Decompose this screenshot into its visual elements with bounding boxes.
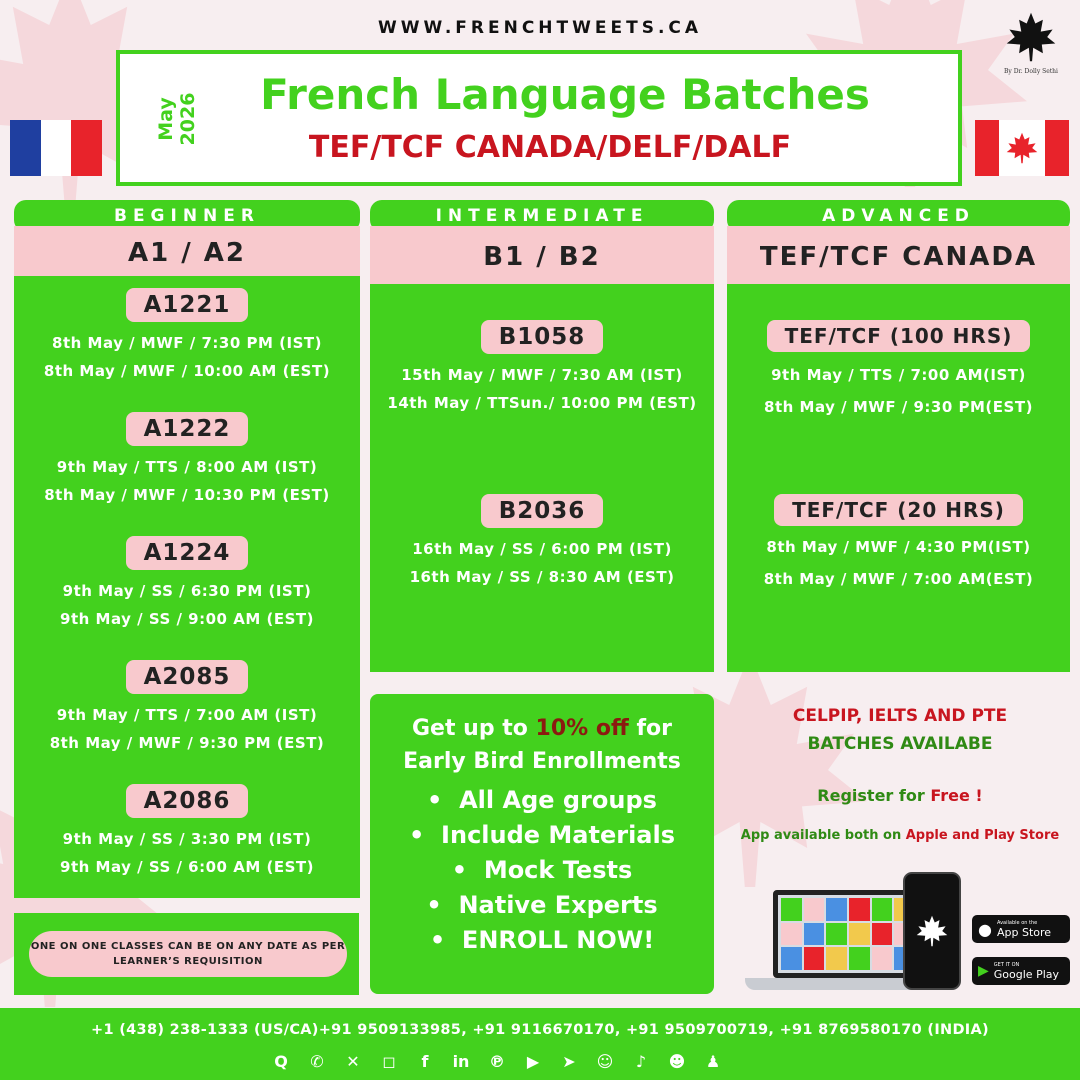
google-play-icon: ▶ [978,963,989,979]
pinterest-icon[interactable]: ℗ [489,1051,505,1071]
batch-schedule: 9th May / TTS / 8:00 AM (IST) [56,458,318,476]
feature-item: • Include Materials [408,821,676,849]
early-bird-promo [370,694,714,994]
maple-leaf-icon [915,914,949,948]
free-highlight: Free ! [930,786,983,805]
year-label: 2026 [177,92,199,146]
batch-card [727,320,1070,494]
whatsapp-icon[interactable]: ✆ [310,1051,324,1071]
youtube-icon[interactable]: ▶ [526,1051,540,1071]
batch-schedule: 9th May / SS / 9:00 AM (EST) [60,610,314,628]
other-exams-subtitle: BATCHES AVAILABE [807,734,993,754]
playstore-small-text: GET IT ON [993,961,1020,968]
batch-schedule: 8th May / MWF / 7:00 AM(EST) [763,570,1034,588]
beginner-column [14,200,360,898]
laptop-screen [773,890,923,978]
batch-card [14,784,360,894]
instagram-icon[interactable]: ◻ [382,1051,396,1071]
batch-code: B2036 [481,494,604,528]
batch-code: A1221 [126,288,249,322]
feature-label: Native Experts [458,891,658,919]
snapchat-icon[interactable]: ♟ [705,1051,721,1071]
batch-schedule: 9th May / TTS / 7:00 AM (IST) [56,706,318,724]
telegram-icon[interactable]: ➤ [562,1051,576,1071]
batch-code: TEF/TCF (100 HRS) [767,320,1031,352]
store-highlight: Apple and Play Store [905,828,1060,843]
beginner-level: A1 / A2 [14,226,360,276]
batch-code: A1224 [126,536,249,570]
month-label: May [155,97,177,141]
logo-subtext: By Dr. Dolly Sethi [1004,68,1058,75]
playstore-big-text: Google Play [993,967,1060,981]
batch-card [370,494,714,586]
discount-highlight: 10% off [535,716,629,741]
batch-schedule: 9th May / SS / 6:30 PM (IST) [62,582,312,600]
advanced-column [727,200,1070,672]
batch-card [14,536,360,660]
batch-schedule: 8th May / MWF / 4:30 PM(IST) [766,538,1031,556]
intermediate-column [370,200,714,672]
advanced-label: ADVANCED [727,200,1070,232]
maple-leaf-logo-icon [1004,10,1058,64]
batch-schedule: 8th May / MWF / 9:30 PM(EST) [764,398,1033,416]
feature-item: • All Age groups [427,786,657,814]
intermediate-label: INTERMEDIATE [370,200,714,232]
batch-schedule: 8th May / MWF / 9:30 PM (EST) [49,734,325,752]
reddit-icon[interactable]: ☻ [668,1051,686,1071]
register-free-link[interactable] [730,786,1070,805]
google-play-button[interactable] [972,957,1070,985]
app-text: App available both on [740,828,906,843]
facebook-icon[interactable]: f [421,1051,429,1071]
advanced-batches [727,284,1070,672]
feature-label: ENROLL NOW! [461,926,655,954]
feature-item: • Native Experts [426,891,658,919]
batch-schedule: 14th May / TTSun./ 10:00 PM (EST) [387,394,697,412]
batch-code: A2085 [126,660,249,694]
batch-card [14,660,360,784]
linkedin-icon[interactable]: in [452,1051,470,1071]
batch-schedule: 16th May / SS / 8:30 AM (EST) [409,568,675,586]
discord-icon[interactable]: ☺ [596,1051,614,1071]
batch-code: TEF/TCF (20 HRS) [774,494,1023,526]
batch-schedule: 15th May / MWF / 7:30 AM (IST) [401,366,683,384]
promo-text: Get up to [412,716,536,741]
feature-item: • Mock Tests [451,856,633,884]
appstore-small-text: Available on the [996,919,1038,926]
app-availability [730,828,1070,843]
canada-flag-icon [975,120,1069,176]
enroll-now-cta[interactable]: • ENROLL NOW! [429,926,655,954]
batch-code: A1222 [126,412,249,446]
batch-code: B1058 [481,320,604,354]
app-store-button[interactable] [972,915,1070,943]
one-on-one-note: ONE ON ONE CLASSES CAN BE ON ANY DATE AS PER LEARNER’S REQUISITION [29,931,347,977]
batch-card [14,288,360,412]
batch-card [14,412,360,536]
website-url[interactable]: WWW.FRENCHTWEETS.CA [377,18,703,38]
batch-card [727,494,1070,588]
social-links [268,1048,726,1074]
promo-headline [370,716,714,741]
promo-subline: Early Bird Enrollments [403,749,681,774]
page-title: French Language Batches [260,70,870,119]
batch-card [370,320,714,494]
intermediate-level: B1 / B2 [370,226,714,284]
other-exams-title: CELPIP, IELTS AND PTE [792,706,1008,726]
app-device-mockup [745,872,965,1000]
batch-schedule: 9th May / TTS / 7:00 AM(IST) [771,366,1026,384]
batch-schedule: 8th May / MWF / 10:00 AM (EST) [43,362,331,380]
batch-schedule: 9th May / SS / 3:30 PM (IST) [62,830,312,848]
phone-mockup [903,872,961,990]
page-subtitle: TEF/TCF CANADA/DELF/DALF [308,130,792,165]
beginner-batches [14,276,360,898]
maple-leaf-icon [1005,131,1039,165]
france-flag-icon [10,120,102,176]
brand-logo [996,10,1066,90]
advanced-level: TEF/TCF CANADA [727,226,1070,284]
x-icon[interactable]: ✕ [346,1051,360,1071]
intermediate-batches [370,284,714,672]
feature-label: Mock Tests [483,856,633,884]
one-on-one-box [14,913,359,995]
footer [0,1008,1080,1080]
tiktok-icon[interactable]: ♪ [635,1051,647,1071]
batch-schedule: 8th May / MWF / 10:30 PM (EST) [44,486,330,504]
batch-code: A2086 [126,784,249,818]
feature-label: All Age groups [459,786,657,814]
batch-schedule: 16th May / SS / 6:00 PM (IST) [412,540,672,558]
appstore-big-text: App Store [996,925,1052,939]
quora-icon[interactable]: Q [274,1051,288,1071]
batch-schedule: 8th May / MWF / 7:30 PM (IST) [52,334,322,352]
beginner-label: BEGINNER [14,200,360,232]
register-text: Register for [817,786,931,805]
contact-phones[interactable]: +1 (438) 238-1333 (US/CA)+91 9509133985, +91 9116670170, +91 9509700719, +91 8769580170 (INDIA) [91,1022,989,1038]
batch-schedule: 9th May / SS / 6:00 AM (EST) [60,858,314,876]
promo-text: for [628,716,672,741]
feature-label: Include Materials [441,821,676,849]
apple-icon: ● [978,919,992,939]
